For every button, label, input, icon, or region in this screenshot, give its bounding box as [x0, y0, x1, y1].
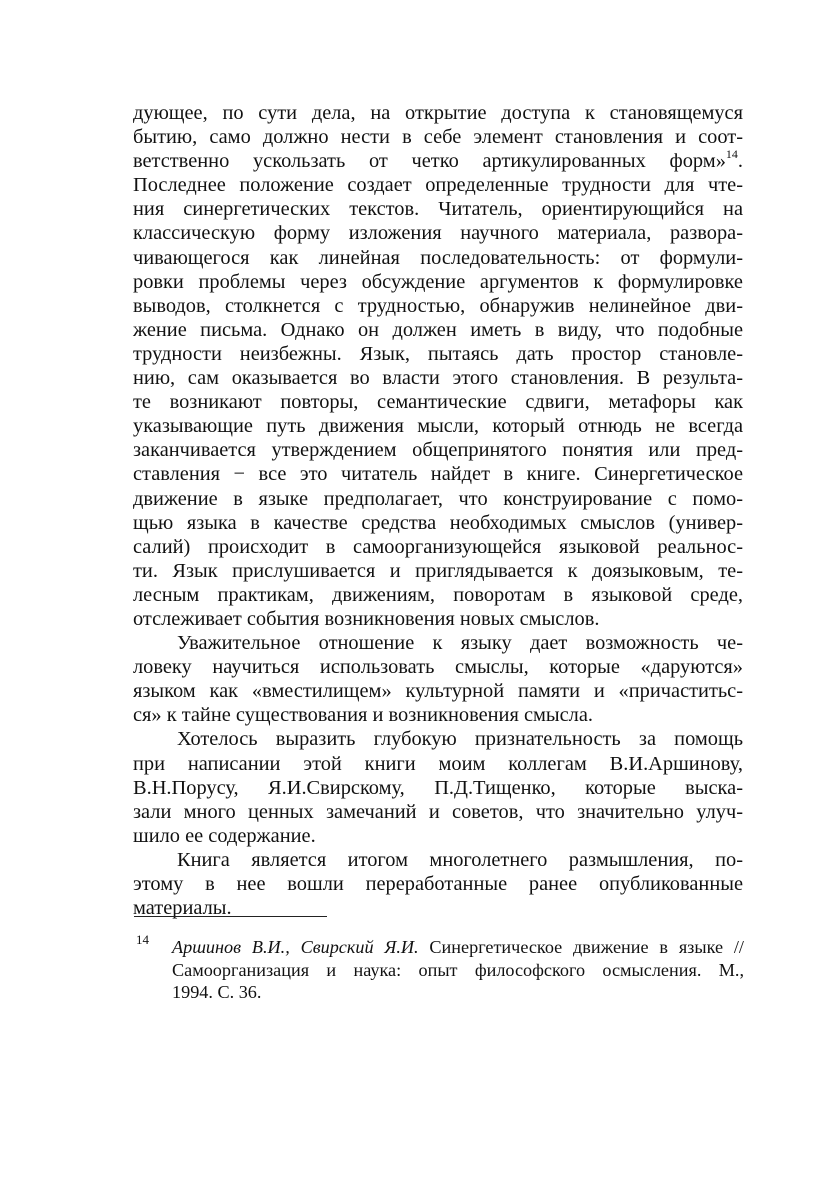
- text-line: Уважительное отношение к языку дает возможность че-: [177, 632, 743, 655]
- text-line: при написании этой книги моим коллегам В.И.Аршинову,: [133, 752, 743, 775]
- text-line: этому в нее вошли переработанные ранее опубликованные: [133, 873, 743, 895]
- footnote-line: 1994. С. 36.: [172, 982, 262, 1003]
- body-text: [133, 101, 743, 920]
- text-line: жение письма. Однако он должен иметь в виду, что подобные: [133, 318, 743, 341]
- text-line: трудности неизбежны. Язык, пытаясь дать простор становле-: [133, 342, 743, 365]
- footnote-line: [172, 936, 744, 959]
- text-line: ти. Язык прислушивается и приглядывается к доязыковым, те-: [133, 559, 743, 582]
- text-line: шило ее содержание.: [133, 824, 316, 847]
- text-line: материалы.: [133, 897, 232, 920]
- footnote-text: [172, 936, 744, 1004]
- text-line: указывающие путь движения мысли, который отнюдь не всегда: [133, 415, 743, 438]
- footnote-line: Самоорганизация и наука: опыт философского осмысления. М.,: [172, 959, 744, 980]
- text-line: В.Н.Порусу, Я.И.Свирскому, П.Д.Тищенко, которые выска-: [133, 776, 743, 799]
- text-line-part: ветственно ускользать от четко артикулированных форм»: [133, 150, 726, 173]
- footnote-reference-suffix: .: [737, 150, 743, 173]
- text-line: ния синергетических текстов. Читатель, ориентирующийся на: [133, 198, 743, 221]
- text-line: отслеживает события возникновения новых смыслов.: [133, 607, 600, 630]
- text-line: нию, сам оказывается во власти этого становления. В результа-: [133, 367, 743, 390]
- footnote: [134, 932, 744, 1004]
- footnote-reference[interactable]: 14: [725, 147, 738, 162]
- text-line: салий) происходит в самоорганизующейся языковой реальнос-: [133, 535, 743, 558]
- text-line: ловеку научиться использовать смыслы, которые «даруются»: [133, 656, 743, 679]
- text-line: те возникают повторы, семантические сдвиги, метафоры как: [133, 391, 743, 414]
- footnote-number: 14: [136, 932, 149, 947]
- text-line: классическую форму изложения научного материала, развора-: [133, 222, 743, 245]
- text-line: ся» к тайне существования и возникновения смысла.: [133, 704, 593, 727]
- text-line: выводов, столкнется с трудностью, обнаружив нелинейное дви-: [133, 294, 743, 317]
- text-line: ровки проблемы через обсуждение аргументов к формулировке: [133, 270, 743, 293]
- text-line: зали много ценных замечаний и советов, что значительно улуч-: [133, 800, 743, 823]
- text-line: дующее, по сути дела, на открытие доступа к становящемуся: [133, 102, 743, 124]
- text-line: ставления − все это читатель найдет в книге. Синергетическое: [133, 463, 743, 486]
- text-line-with-footnote: [133, 149, 743, 173]
- text-line: Хотелось выразить глубокую признательность за помощь: [177, 728, 743, 751]
- text-line: заканчивается утверждением общепринятого понятия или пред-: [133, 439, 743, 462]
- text-line: движение в языке предполагает, что конструирование с помо-: [133, 487, 743, 510]
- text-line: языком как «вместилищем» культурной памяти и «причаститьс-: [133, 680, 743, 703]
- text-line: лесным практикам, движениям, поворотам в языковой среде,: [133, 583, 743, 606]
- text-line: Последнее положение создает определенные трудности для чте-: [133, 174, 743, 197]
- text-line: Книга является итогом многолетнего размышления, по-: [177, 848, 743, 871]
- text-line: чивающегося как линейная последовательность: от формули-: [133, 246, 743, 269]
- text-line: щью языка в качестве средства необходимых смыслов (универ-: [133, 511, 743, 534]
- footnote-title: Синергетическое движение в языке //: [418, 937, 744, 957]
- footnote-authors: Аршинов В.И., Свирский Я.И.: [172, 937, 419, 957]
- footnote-divider: [134, 916, 327, 917]
- text-line: бытию, само должно нести в себе элемент становления и соот-: [133, 126, 743, 149]
